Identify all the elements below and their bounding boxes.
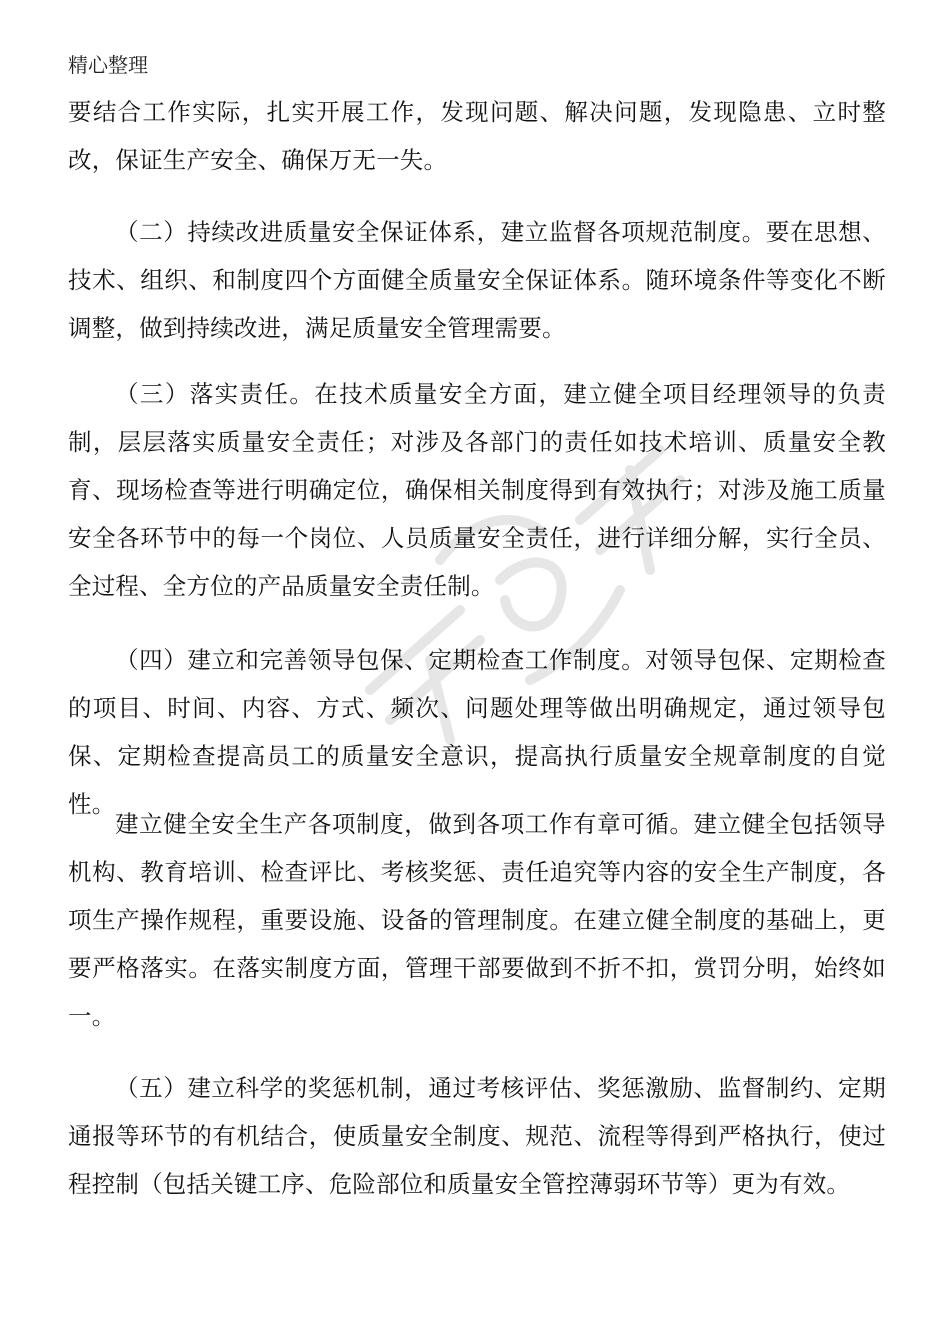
page-header: 精心整理 bbox=[68, 53, 148, 77]
paragraph-1: 要结合工作实际，扎实开展工作，发现问题、解决问题，发现隐患、立时整改，保证生产安全、确保万无一失。 bbox=[68, 98, 886, 174]
paragraph-4: （四）建立和完善领导包保、定期检查工作制度。对领导包保、定期检查的项目、时间、内容、方式、频次、问题处理等做出明确规定，通过领导包保、定期检查提高员工的质量安全意识，提高执行质量安全规章制度的自觉性。 bbox=[68, 646, 886, 818]
paragraph-3: （三）落实责任。在技术质量安全方面，建立健全项目经理领导的负责制，层层落实质量安全责任；对涉及各部门的责任如技术培训、质量安全教育、现场检查等进行明确定位，确保相关制度得到有效执行；对涉及施工质量安全各环节中的每一个岗位、人员质量安全责任，进行详细分解，实行全员、全过程、全方位的产品质量安全责任制。 bbox=[68, 380, 886, 600]
paragraph-6: （五）建立科学的奖惩机制，通过考核评估、奖惩激励、监督制约、定期通报等环节的有机结合，使质量安全制度、规范、流程等得到严格执行，使过程控制（包括关键工序、危险部位和质量安全管控薄弱环节等）更为有效。 bbox=[68, 1074, 886, 1198]
paragraph-2: （二）持续改进质量安全保证体系，建立监督各项规范制度。要在思想、技术、组织、和制度四个方面健全质量安全保证体系。随环境条件等变化不断调整，做到持续改进，满足质量安全管理需要。 bbox=[68, 218, 886, 342]
paragraph-5: 建立健全安全生产各项制度，做到各项工作有章可循。建立健全包括领导机构、教育培训、检查评比、考核奖惩、责任追究等内容的安全生产制度，各项生产操作规程，重要设施、设备的管理制度。在建立健全制度的基础上，更要严格落实。在落实制度方面，管理干部要做到不折不扣，赏罚分明，始终如一。 bbox=[68, 810, 886, 1030]
